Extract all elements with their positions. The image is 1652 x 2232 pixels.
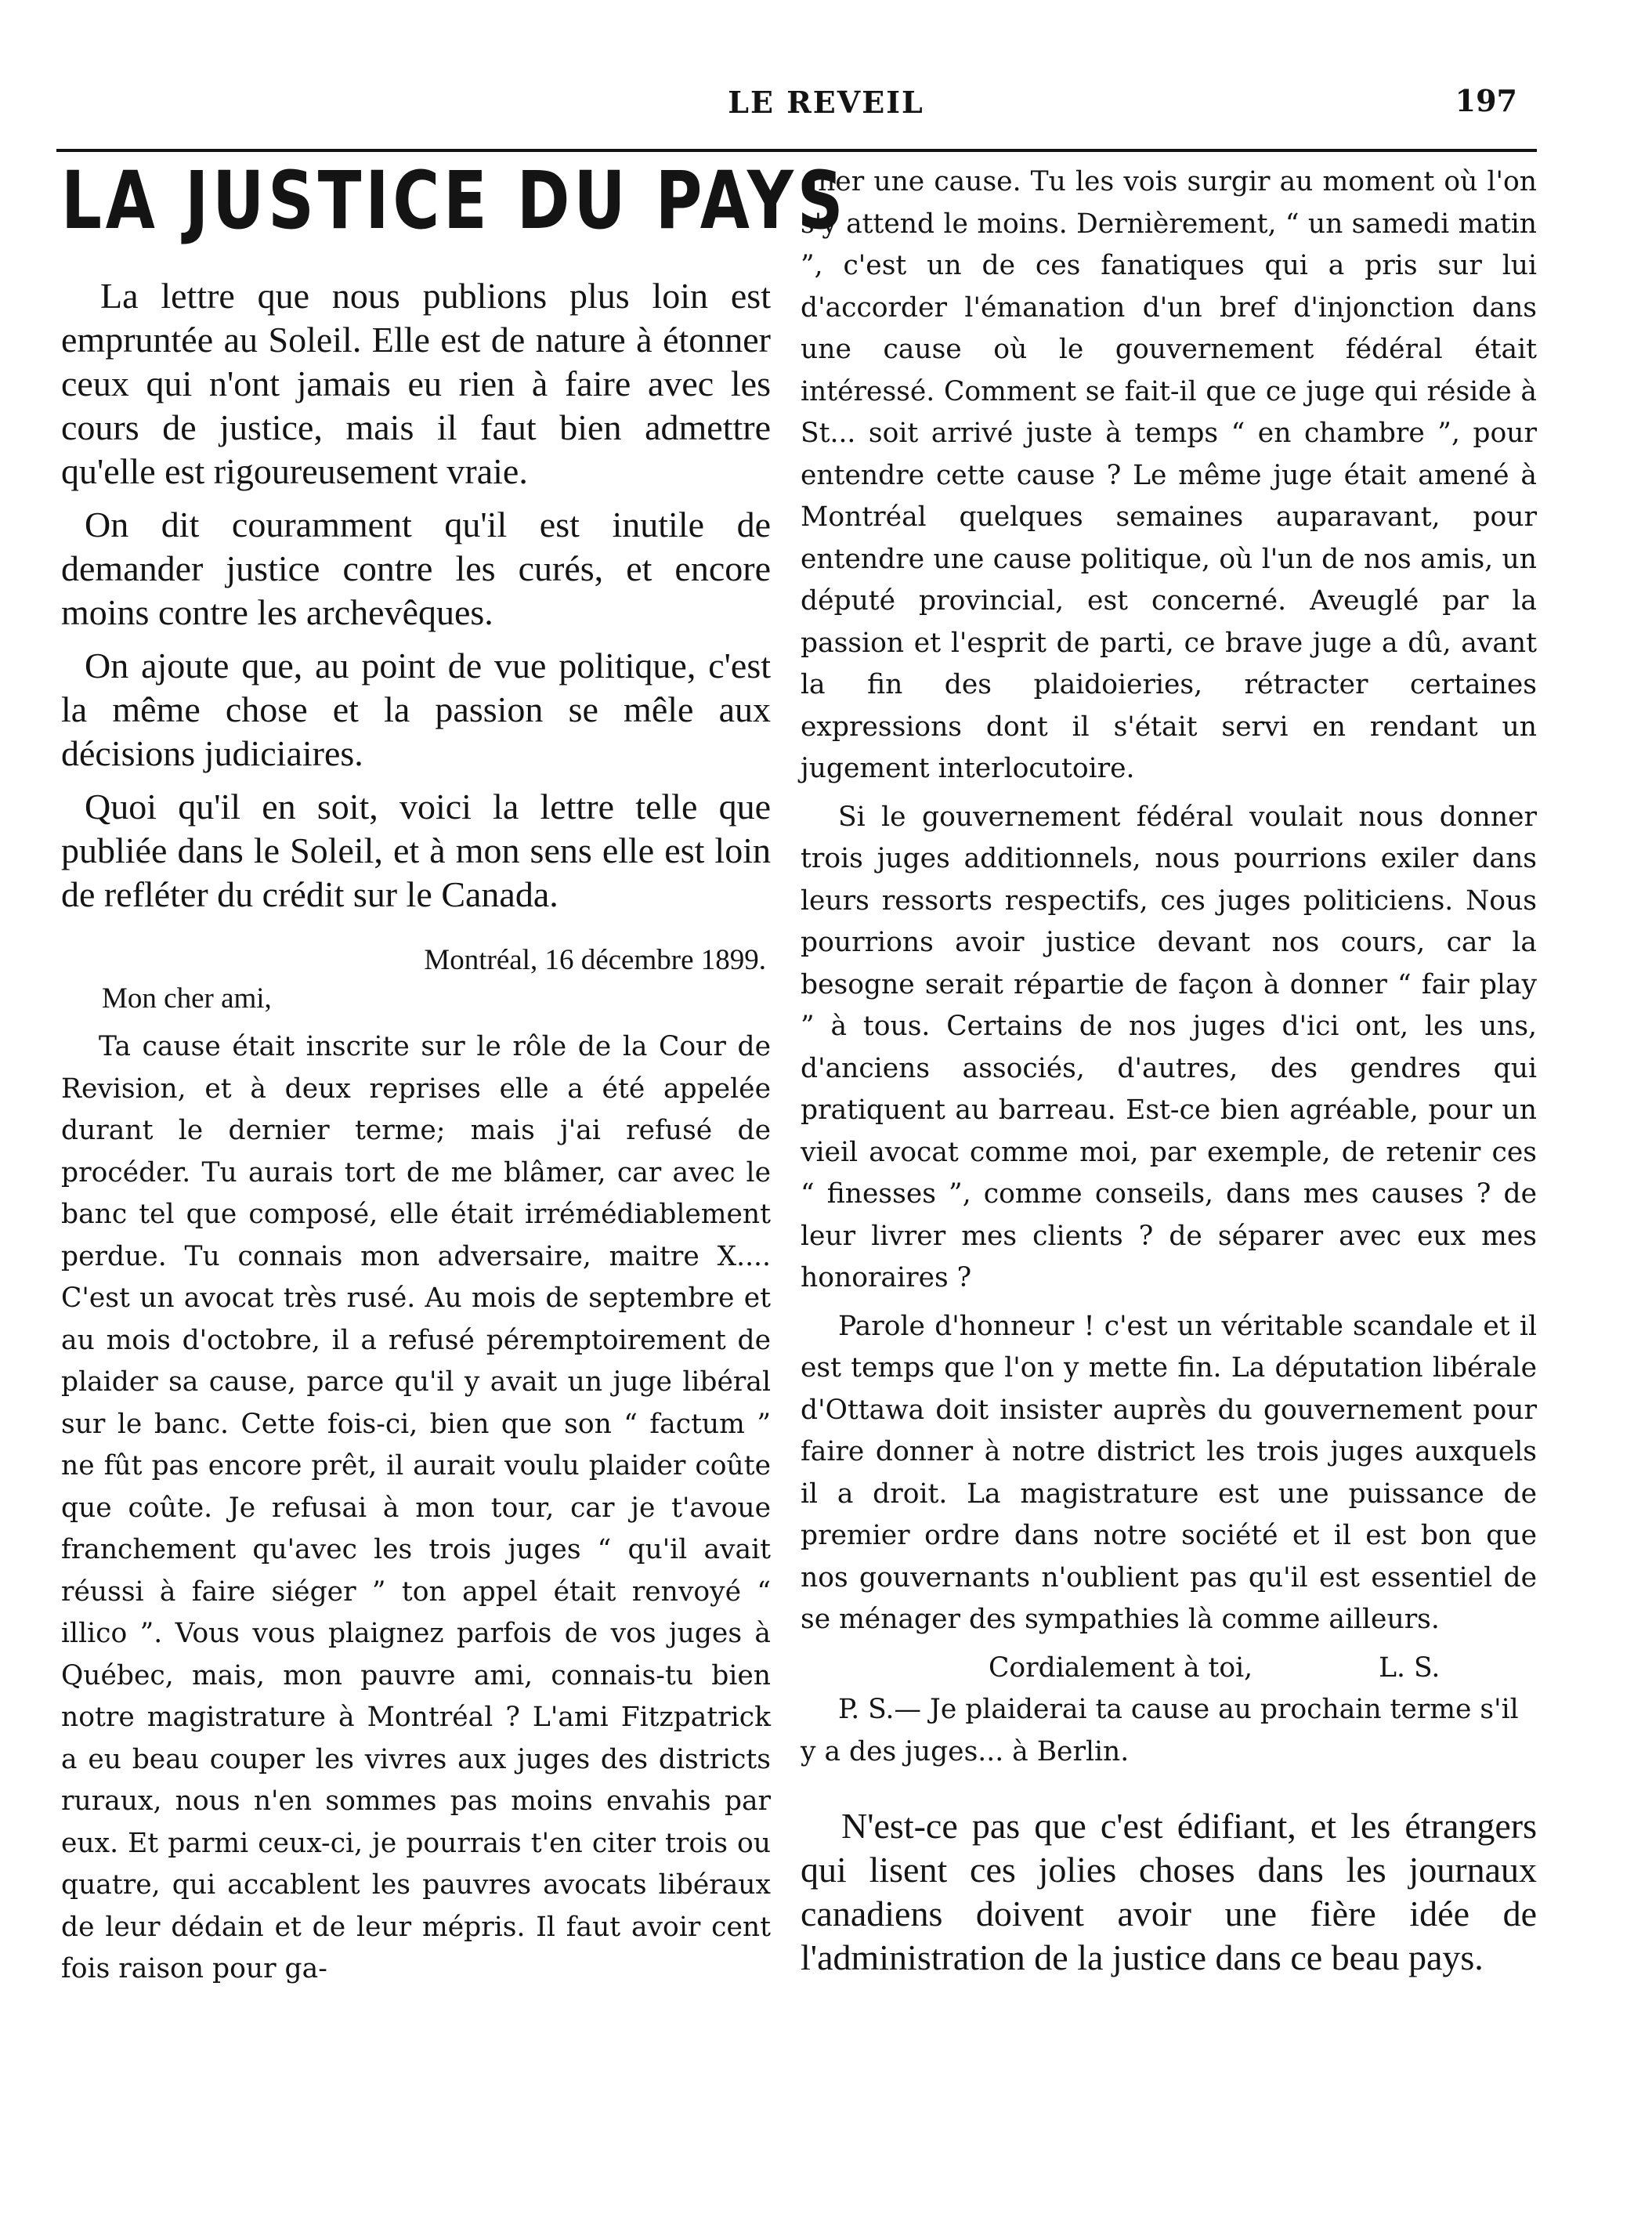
letter-closing: Cordialement à toi, [989,1651,1253,1684]
letter-paragraph: Ta cause était inscrite sur le rôle de la Cour de Revision, et à deux reprises elle a été appelée durant le dernier terme; mais j'ai refusé de procéder. Tu aurais tort de me blâmer, car avec le banc tel que composé, elle était irrémédiablement perdue. Tu connais mon adversaire, maitre X.... C'est un avocat très rusé. Au mois de septembre et au mois d'octobre, il a refusé péremptoirement de plaider sa cause, parce qu'il y avait un juge libéral sur le banc. Cette fois-ci, bien que son “ factum ” ne fût pas encore prêt, il aurait voulu plaider coûte que coûte. Je refusai à mon tour, car je t'avoue franchement qu'avec les trois juges “ qu'il avait réussi à faire siéger ” ton appel était renvoyé “ illico ”. Vous vous plaignez parfois de vos juges à Québec, mais, mon pauvre ami, connais-tu bien notre magistrature à Montréal ? L'ami Fitzpatrick a eu beau couper les vivres aux juges des districts ruraux, nous n'en sommes pas moins envahis par eux. Et parmi ceux-ci, je pourrais t'en citer trois ou quatre, qui accablent les pauvres avocats libéraux de leur dédain et de leur mépris. Il faut avoir cent fois raison pour ga- [61,1031,771,1984]
header-rule [56,149,1537,152]
page-number: 197 [1455,83,1517,118]
letter-body-right [801,161,1537,1641]
letter-salutation: Mon cher ami, [102,982,272,1015]
commentary-section [801,1804,1537,1980]
intro-paragraph: On ajoute que, au point de vue politique, c'est la même chose et la passion se mêle aux décisions judiciaires. [61,646,771,773]
intro-paragraph: La lettre que nous publions plus loin est empruntée au Soleil. Elle est de nature à étonner ceux qui n'ont jamais eu rien à faire avec les cours de justice, mais il faut bien admettre qu'elle est rigoureusement vraie. [61,276,771,491]
running-head: LE REVEIL [728,85,924,120]
letter-paragraph: Si le gouvernement fédéral voulait nous donner trois juges additionnels, nous pourrions exiler dans leurs ressorts respectifs, ces juges politiciens. Nous pourrions avoir justice devant nos cours, car la besogne serait répartie de façon à donner “ fair play ” à tous. Certains de nos juges d'ici ont, les uns, d'anciens associés, d'autres, des gendres qui pratiquent au barreau. Est-ce bien agréable, pour un vieil avocat comme moi, par exemple, de retenir ces “ finesses ”, comme conseils, dans mes causes ? de leur livrer mes clients ? de séparer avec eux mes honoraires ? [801,801,1537,1293]
letter-paragraph: gner une cause. Tu les vois surgir au moment où l'on s'y attend le moins. Dernièrement, “ un samedi matin ”, c'est un de ces fanatiques qui a pris sur lui d'accorder l'émanation d'un bref d'injonction dans une cause où le gouvernement fédéral était intéressé. Comment se fait-il que ce juge qui réside à St... soit arrivé juste à temps “ en chambre ”, pour entendre cette cause ? Le même juge était amené à Montréal quelques semaines auparavant, pour entendre une cause politique, où l'un de nos amis, un député provincial, est concerné. Aveuglé par la passion et l'esprit de parti, ce brave juge a dû, avant la fin des plaidoieries, rétracter certaines expressions dont il s'était servi en rendant un jugement interlocutoire. [801,166,1537,784]
intro-paragraph: On dit couramment qu'il est inutile de demander justice contre les curés, et encore moins contre les archevêques. [61,505,771,632]
letter-date: Montréal, 16 décembre 1899. [424,944,766,976]
commentary-paragraph: N'est-ce pas que c'est édifiant, et les étrangers qui lisent ces jolies choses dans les journaux canadiens doivent avoir une fière idée de l'administration de la justice dans ce beau pays. [801,1806,1537,1977]
letter-body-left [61,1026,771,1991]
intro-paragraph: Quoi qu'il en soit, voici la lettre telle que publiée dans le Soleil, et à mon sens elle est loin de refléter du crédit sur le Canada. [61,787,771,914]
intro-section [61,274,771,917]
letter-paragraph: Parole d'honneur ! c'est un véritable scandale et il est temps que l'on y mette fin. La députation libérale d'Ottawa doit insister auprès du gouvernement pour faire donner à notre district les trois juges auxquels il a droit. La magistrature est une puissance de premier ordre dans notre société et il est bon que nos gouvernants n'oublient pas qu'il est essentiel de se ménager des sympathies là comme ailleurs. [801,1310,1537,1635]
letter-signature: L. S. [1379,1651,1441,1684]
letter-signoff [801,1648,1537,1690]
letter-postscript: P. S.— Je plaiderai ta cause au prochain terme s'il y a des juges... à Berlin. [801,1694,1519,1767]
right-column [801,161,1537,1980]
headline: LA JUSTICE DU PAYS [61,154,848,248]
left-column [61,154,848,1997]
